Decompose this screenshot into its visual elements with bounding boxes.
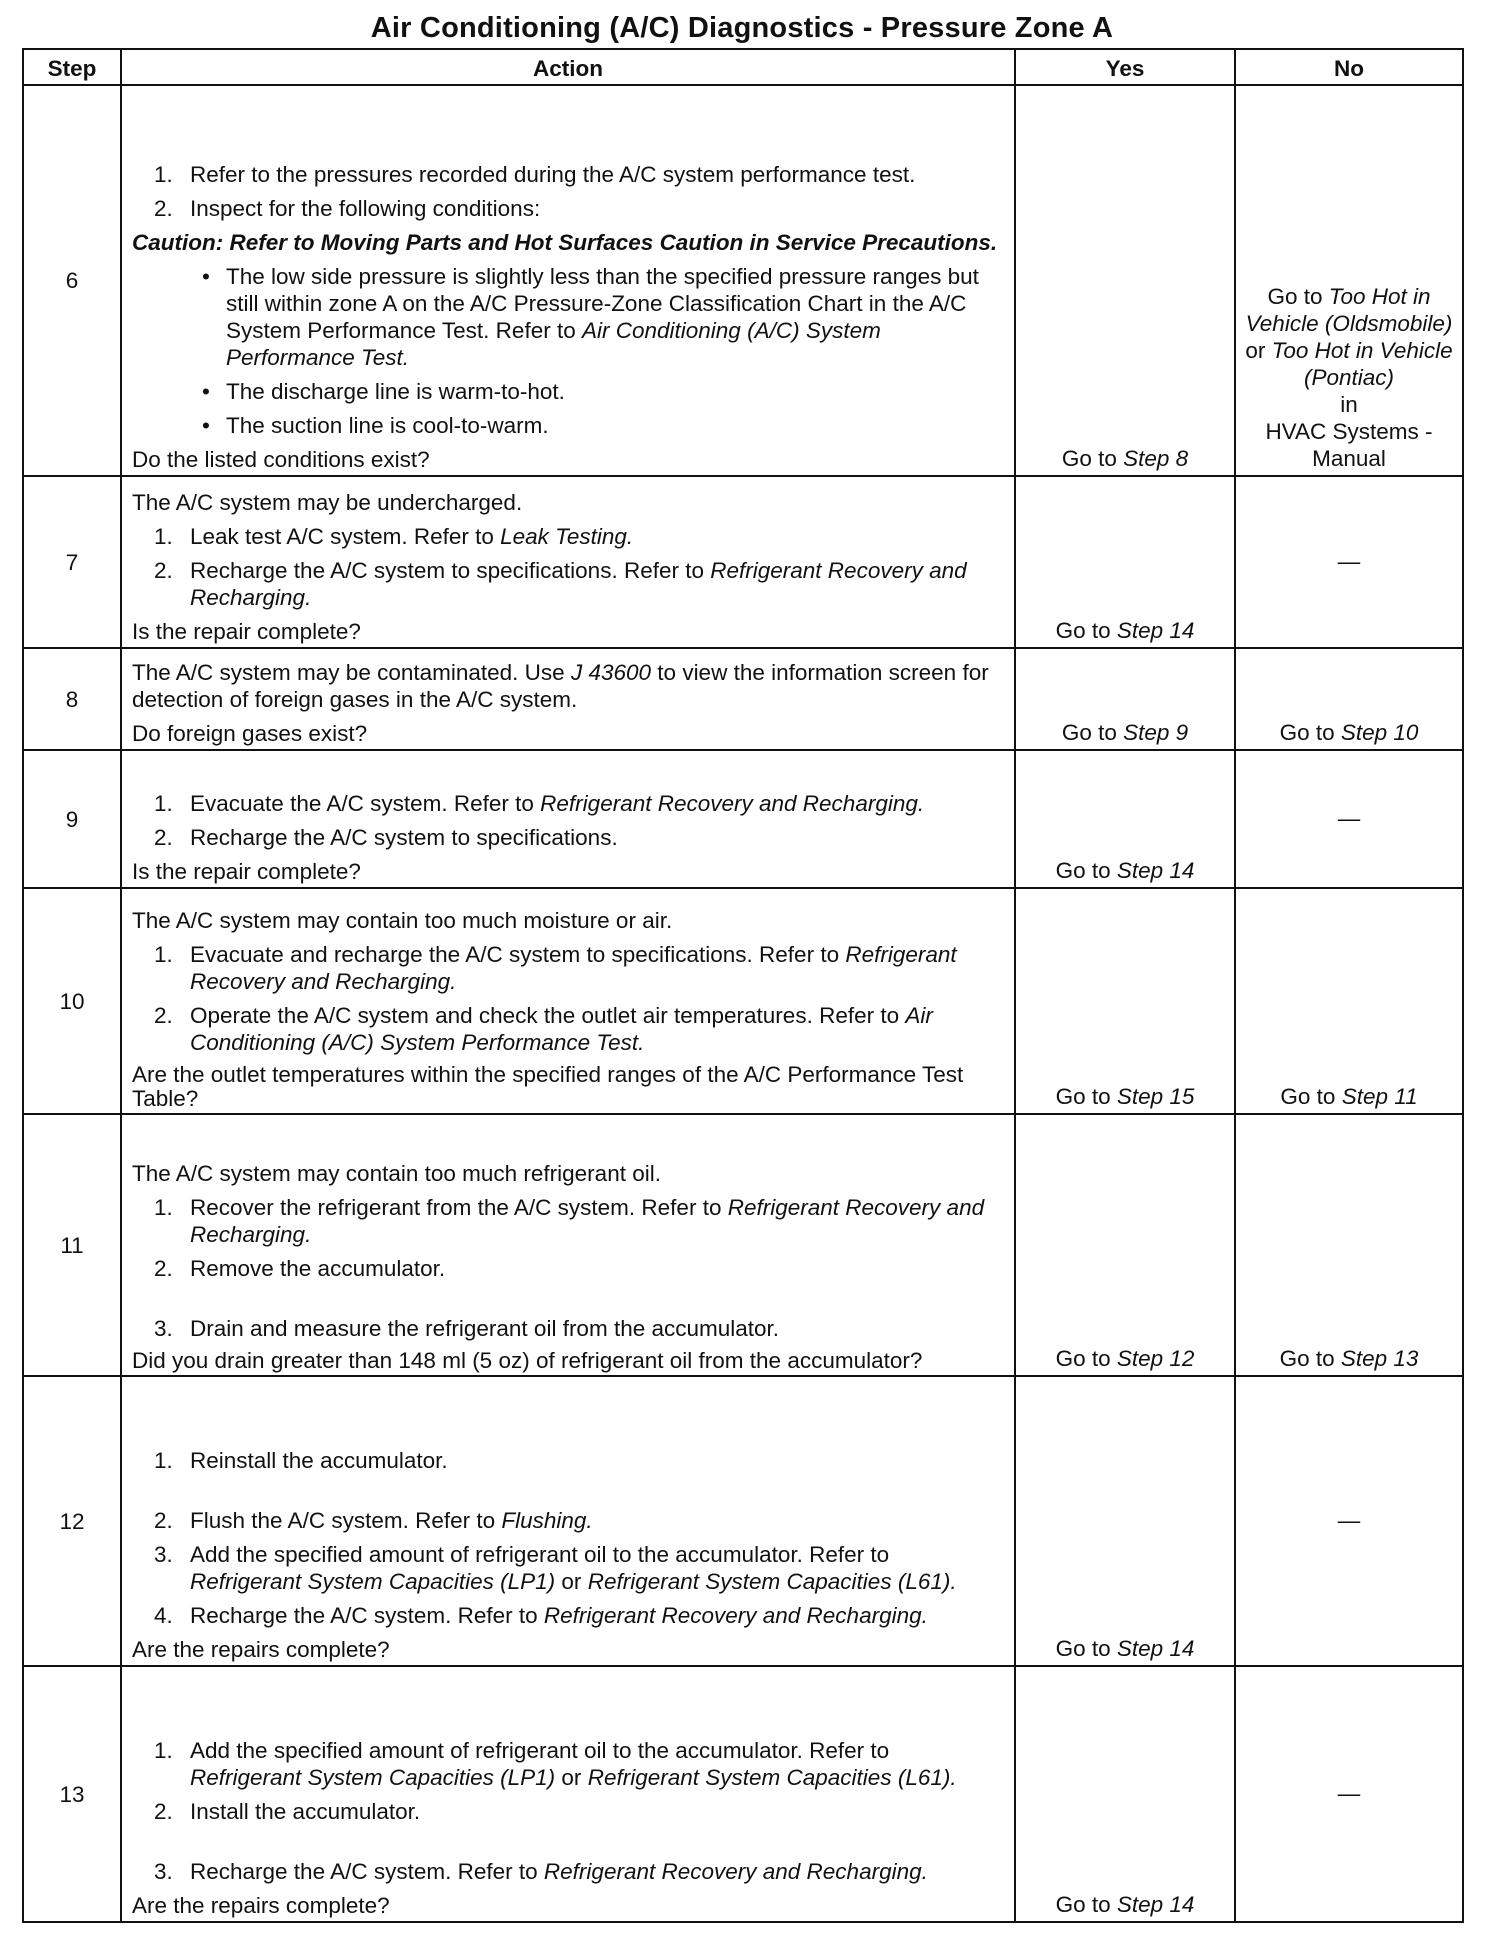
no-dash: —: [1235, 750, 1463, 888]
action-cell: The A/C system may be undercharged. 1. Leak test A/C system. Refer to Leak Testing. 2. Recharge the A/C system to specifications. Refer to Refrigerant Recovery and Recharging. Is the repair complete?: [121, 476, 1015, 648]
action-cell: 1. Add the specified amount of refrigerant oil to the accumulator. Refer to Refrigerant System Capacities (LP1) or Refrigerant System Capacities (L61). 2. Install the accumulator. 3. Recharge the A/C system. Refer to Refrigerant Recovery and Recharging. Are the repairs complete?: [121, 1666, 1015, 1922]
question: Are the repairs complete?: [132, 1893, 390, 1918]
header-no: No: [1235, 49, 1463, 85]
yes-link[interactable]: Go to Step 8: [1015, 85, 1235, 476]
table-row-step-12: [23, 1376, 1463, 1666]
no-dash: —: [1235, 1376, 1463, 1666]
question: Is the repair complete?: [132, 619, 361, 644]
no-dash: —: [1235, 1666, 1463, 1922]
action-cell: The A/C system may contain too much refrigerant oil. 1. Recover the refrigerant from the A/C system. Refer to Refrigerant Recovery and Recharging. 2. Remove the accumulator. 3. Drain and measure the refrigerant oil from the accumulator. Did you drain greater than 148 ml (5 oz) of refrigerant oil from the accumulator?: [121, 1114, 1015, 1376]
question: Are the outlet temperatures within the specified ranges of the A/C Performance Test Table?: [132, 1062, 964, 1111]
no-dash: —: [1235, 476, 1463, 648]
step-number: 8: [23, 648, 121, 750]
step-number: 12: [23, 1376, 121, 1666]
table-row-step-13: [23, 1666, 1463, 1922]
header-yes: Yes: [1015, 49, 1235, 85]
question: Do foreign gases exist?: [132, 721, 368, 746]
question: Are the repairs complete?: [132, 1637, 390, 1662]
action-cell: 1. Reinstall the accumulator. 2. Flush the A/C system. Refer to Flushing. 3. Add the specified amount of refrigerant oil to the accumulator. Refer to Refrigerant System Capacities (LP1) or Refrigerant System Capacities (L61). 4. Recharge the A/C system. Refer to Refrigerant Recovery and Recharging. Are the repairs complete?: [121, 1376, 1015, 1666]
no-link[interactable]: Go to Step 11: [1235, 888, 1463, 1114]
action-cell: The A/C system may be contaminated. Use J 43600 to view the information screen for detection of foreign gases in the A/C system. Do foreign gases exist?: [121, 648, 1015, 750]
no-link[interactable]: Go to Too Hot in Vehicle (Oldsmobile) or Too Hot in Vehicle (Pontiac) in HVAC Systems - Manual: [1235, 85, 1463, 476]
yes-link[interactable]: Go to Step 15: [1015, 888, 1235, 1114]
table-row-step-9: [23, 750, 1463, 888]
caution-note: Caution: Refer to Moving Parts and Hot Surfaces Caution in Service Precautions.: [132, 230, 998, 255]
action-cell: 1. Evacuate the A/C system. Refer to Refrigerant Recovery and Recharging. 2. Recharge the A/C system to specifications. Is the repair complete?: [121, 750, 1015, 888]
table-row-step-11: [23, 1114, 1463, 1376]
step-number: 11: [23, 1114, 121, 1376]
no-link[interactable]: Go to Step 10: [1235, 648, 1463, 750]
header-action: Action: [121, 49, 1015, 85]
yes-link[interactable]: Go to Step 14: [1015, 1376, 1235, 1666]
no-link[interactable]: Go to Step 13: [1235, 1114, 1463, 1376]
header-step: Step: [23, 49, 121, 85]
table-row-step-6: [23, 85, 1463, 476]
yes-link[interactable]: Go to Step 9: [1015, 648, 1235, 750]
action-cell: 1. Refer to the pressures recorded during the A/C system performance test. 2. Inspect for the following conditions: Caution: Refer to Moving Parts and Hot Surfaces Caution in Service Precautions. • The low side pressure is slightly less than the specified pressure ranges but still within zone A on the A/C Pressure-Zone Classification Chart in the A/C System Performance Test. Refer to Air Conditioning (A/C) System Performance Test. • The discharge line is warm-to-hot. • The suction line is cool-to-warm. Do the listed conditions exist?: [121, 85, 1015, 476]
diagnostic-table: [22, 48, 1464, 1923]
yes-link[interactable]: Go to Step 14: [1015, 1666, 1235, 1922]
yes-link[interactable]: Go to Step 12: [1015, 1114, 1235, 1376]
yes-link[interactable]: Go to Step 14: [1015, 476, 1235, 648]
page-title: Air Conditioning (A/C) Diagnostics - Pressure Zone A: [370, 12, 1114, 44]
step-number: 13: [23, 1666, 121, 1922]
table-row-step-7: [23, 476, 1463, 648]
question: Did you drain greater than 148 ml (5 oz) of refrigerant oil from the accumulator?: [132, 1348, 923, 1373]
yes-link[interactable]: Go to Step 14: [1015, 750, 1235, 888]
step-number: 6: [23, 85, 121, 476]
step-number: 10: [23, 888, 121, 1114]
step-number: 7: [23, 476, 121, 648]
action-cell: The A/C system may contain too much moisture or air. 1. Evacuate and recharge the A/C system to specifications. Refer to Refrigerant Recovery and Recharging. 2. Operate the A/C system and check the outlet air temperatures. Refer to Air Conditioning (A/C) System Performance Test. Are the outlet temperatures within the specified ranges of the A/C Performance Test Table?: [121, 888, 1015, 1114]
question: Is the repair complete?: [132, 859, 361, 884]
table-row-step-10: [23, 888, 1463, 1114]
table-header-row: [23, 49, 1463, 85]
question: Do the listed conditions exist?: [132, 447, 430, 472]
step-number: 9: [23, 750, 121, 888]
table-row-step-8: [23, 648, 1463, 750]
